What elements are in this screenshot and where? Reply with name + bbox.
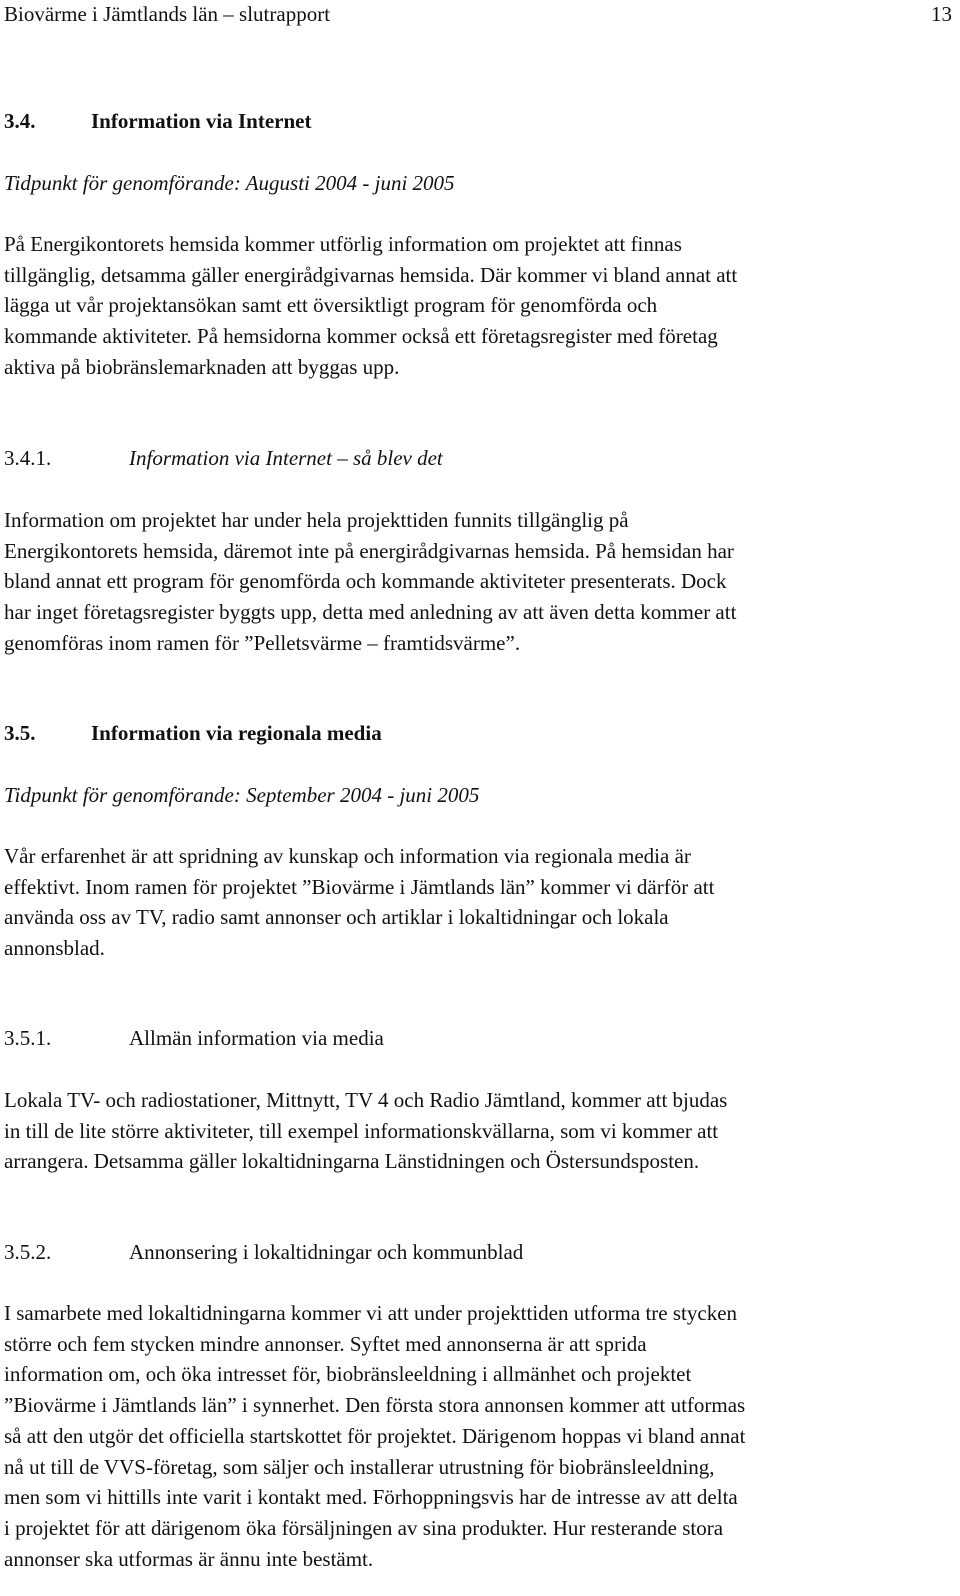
subsection-number: 3.5.2. (4, 1240, 52, 1264)
text-line: nå ut till de VVS-företag, som säljer och installerar utrustning för biobränsleeldning, (4, 1454, 715, 1479)
text-line: Energikontorets hemsida, däremot inte på energirådgivarnas hemsida. På hemsidan har (4, 538, 734, 563)
text-line: i projektet för att därigenom öka försäljningen av sina produkter. Hur resterande stora (4, 1515, 724, 1540)
text-line: annonser ska utformas är ännu inte bestämt. (4, 1546, 374, 1571)
subsection-heading-3-5-2 (4, 1237, 944, 1268)
timing-3-5: Tidpunkt för genomförande: September 2004 - juni 2005 (4, 783, 480, 807)
paragraph-3-5-1 (4, 1085, 944, 1177)
subsection-number: 3.4.1. (4, 446, 52, 470)
page-header (4, 2, 952, 28)
paragraph-3-4 (4, 229, 944, 383)
text-line: lägga ut vår projektansökan samt ett översiktligt program för genomförda och (4, 293, 658, 318)
text-line: ”Biovärme i Jämtlands län” i synnerhet. Den första stora annonsen kommer att utformas (4, 1393, 746, 1418)
timing-3-4: Tidpunkt för genomförande: Augusti 2004 - juni 2005 (4, 171, 455, 195)
section-heading-3-4 (4, 106, 944, 137)
text-line: har inget företagsregister byggts upp, detta med anledning av att även detta kommer att (4, 600, 737, 625)
subsection-heading-3-4-1 (4, 443, 944, 474)
text-line: annonsblad. (4, 936, 105, 961)
page-number: 13 (931, 2, 952, 26)
text-line: information om, och öka intresset för, biobränsleeldning i allmänhet och projektet (4, 1362, 692, 1387)
text-line: genomföras inom ramen för ”Pelletsvärme – framtidsvärme”. (4, 630, 521, 655)
text-line: I samarbete med lokaltidningarna kommer vi att under projekttiden utforma tre stycken (4, 1301, 738, 1325)
text-line: kommande aktiviteter. På hemsidorna kommer också ett företagsregister med företag (4, 324, 718, 349)
text-line: På Energikontorets hemsida kommer utförlig information om projektet att finnas (4, 232, 682, 256)
section-title: Information via Internet (91, 109, 312, 133)
subsection-heading-3-5-1 (4, 1023, 944, 1054)
text-line: så att den utgör det officiella startskottet för projektet. Därigenom hoppas vi bland annat (4, 1423, 746, 1448)
section-heading-3-5 (4, 718, 944, 749)
text-line: effektivt. Inom ramen för projektet ”Biovärme i Jämtlands län” kommer vi därför att (4, 874, 715, 899)
subsection-number: 3.5.1. (4, 1026, 52, 1050)
text-line: aktiva på biobränslemarknaden att byggas upp. (4, 354, 400, 379)
text-line: Information om projektet har under hela projekttiden funnits tillgänglig på (4, 508, 629, 532)
paragraph-3-5 (4, 841, 944, 964)
text-line: in till de lite större aktiviteter, till exempel informationskvällarna, som vi kommer att (4, 1118, 719, 1143)
text-line: Vår erfarenhet är att spridning av kunskap och information via regionala media är (4, 844, 691, 868)
text-line: större och fem stycken mindre annonser. Syftet med annonserna är att sprida (4, 1331, 647, 1356)
paragraph-3-5-2 (4, 1298, 944, 1574)
text-line: men som vi hittills inte varit i kontakt med. Förhoppningsvis har de intresse av att delta (4, 1485, 738, 1510)
text-line: använda oss av TV, radio samt annonser och artiklar i lokaltidningar och lokala (4, 905, 669, 930)
text-line: Lokala TV- och radiostationer, Mittnytt, TV 4 och Radio Jämtland, kommer att bjudas (4, 1088, 728, 1112)
section-number: 3.4. (4, 109, 36, 133)
subsection-title: Annonsering i lokaltidningar och kommunblad (129, 1240, 524, 1264)
text-line: tillgänglig, detsamma gäller energirådgivarnas hemsida. Där kommer vi bland annat att (4, 262, 738, 287)
text-line: arrangera. Detsamma gäller lokaltidningarna Länstidningen och Östersundsposten. (4, 1149, 700, 1174)
section-number: 3.5. (4, 721, 36, 745)
paragraph-3-4-1 (4, 505, 944, 659)
subsection-title: Allmän information via media (129, 1026, 384, 1050)
subsection-title: Information via Internet – så blev det (129, 446, 443, 470)
text-line: bland annat ett program för genomförda och kommande aktiviteter presenterats. Dock (4, 569, 727, 594)
section-title: Information via regionala media (91, 721, 382, 745)
report-title: Biovärme i Jämtlands län – slutrapport (4, 2, 331, 26)
